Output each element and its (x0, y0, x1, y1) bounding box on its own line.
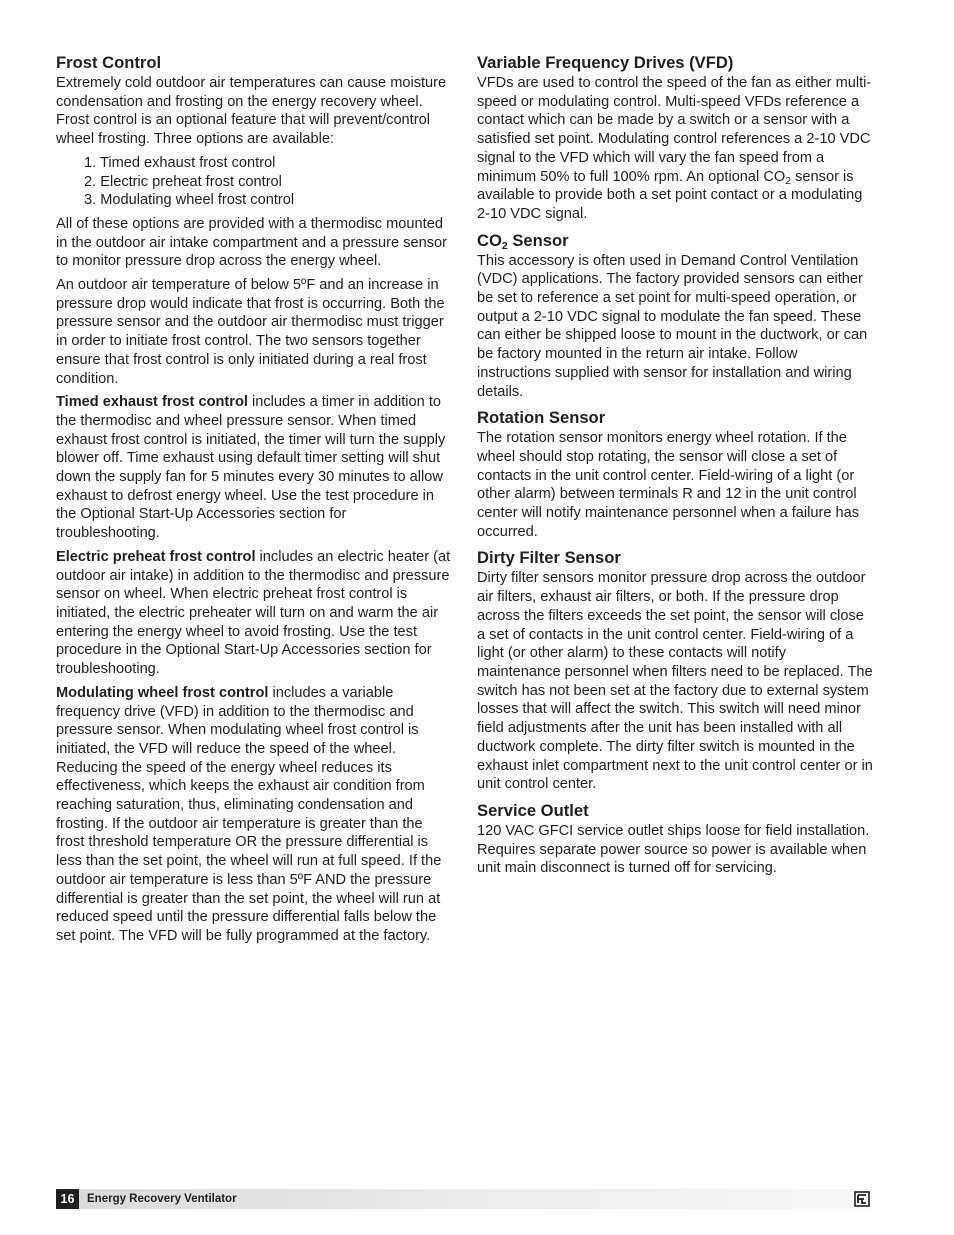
modulating-wheel-lead: Modulating wheel frost control (56, 684, 269, 701)
timed-exhaust-text: includes a timer in addition to the thermodisc and wheel pressure sensor. When timed exhaust frost control is initiated, the timer will turn the supply blower off. Time exhaust using default timer setting will shut down the supply fan for 5 minutes every 30 minutes to allow exhaust to defrost energy wheel. Use the test procedure in the Optional Start-Up Accessories section for troubleshooting. (56, 394, 446, 542)
vfd-text-a: VFDs are used to control the speed of the fan as either multi-speed or modulating control. Multi-speed VFDs reference a contact which can be made by a switch or a sensor with a satisfied set point. Modulating control references a 2-10 VDC signal to the VFD which will vary the fan speed from a minimum 50% to full 100% rpm. An optional CO (477, 75, 872, 185)
outdoor-temp-paragraph: An outdoor air temperature of below 5ºF and an increase in pressure drop would indicate that frost is occurring. Both the pressure sensor and the outdoor air thermodisc must trigger in order to initiate frost control. The two sensors together ensure that frost control is only initiated during a real frost condition. (56, 277, 445, 387)
right-column (477, 52, 873, 883)
frost-option-1: 1. Timed exhaust frost control (84, 154, 276, 171)
vfd-co2-subscript: 2 (785, 174, 792, 187)
electric-preheat-lead: Electric preheat frost control (56, 548, 256, 565)
left-column (56, 52, 452, 951)
vfd-heading: Variable Frequency Drives (VFD) (477, 53, 734, 72)
modulating-wheel-paragraph (56, 684, 452, 946)
co2-sensor-heading (477, 230, 873, 251)
frost-option-2: 2. Electric preheat frost control (84, 173, 282, 190)
page-number: 16 (56, 1189, 79, 1209)
frost-control-intro: Extremely cold outdoor air temperatures can cause moisture condensation and frosting on the energy recovery wheel. Frost control is an optional feature that will prevent/control wheel frosting. Three options are available: (56, 75, 447, 148)
timed-exhaust-lead: Timed exhaust frost control (56, 394, 248, 411)
rotation-sensor-heading: Rotation Sensor (477, 408, 606, 428)
frost-options-list (56, 154, 452, 210)
frost-option-3: 3. Modulating wheel frost control (84, 192, 295, 209)
co2-sensor-paragraph: This accessory is often used in Demand Control Ventilation (VDC) applications. The factory provided sensors can either be set to reference a set point for multi-speed operation, or output a 2-10 VDC signal to modulate the fan speed. These can either be shipped loose to mount in the ductwork, or can be factory mounted in the return air intake. Follow instructions supplied with sensor for installation and wiring details. (477, 252, 868, 400)
rotation-sensor-paragraph: The rotation sensor monitors energy wheel rotation. If the wheel should stop rotating, the sensor will close a set of contacts in the unit control center. Field-wiring of a light (or other alarm) between terminals R and 12 in the unit control center will notify maintenance personnel when a failure has occurred. (477, 430, 860, 540)
service-outlet-paragraph: 120 VAC GFCI service outlet ships loose for field installation. Requires separate power source so power is available when unit main disconnect is turned off for servicing. (477, 822, 870, 877)
brand-logo-icon (854, 1191, 870, 1207)
thermodisc-paragraph: All of these options are provided with a thermodisc mounted in the outdoor air intake compartment and a pressure sensor to monitor pressure drop across the energy wheel. (56, 215, 448, 270)
service-outlet-heading: Service Outlet (477, 800, 589, 820)
dirty-filter-heading: Dirty Filter Sensor (477, 548, 621, 568)
electric-preheat-paragraph (56, 548, 452, 679)
footer-title: Energy Recovery Ventilator (87, 1193, 237, 1205)
vfd-text-b: sensor is available to provide both a set point contact or a modulating 2-10 VDC signal. (477, 168, 863, 222)
page-footer (56, 1189, 872, 1209)
co2-heading-a: CO (477, 230, 502, 250)
dirty-filter-paragraph: Dirty filter sensors monitor pressure drop across the outdoor air filters, exhaust air filters, or both. If the pressure drop across the filters exceeds the set point, the sensor will close a set of contacts in the unit control center. Field-wiring of a light (or other alarm) to these contacts will notify maintenance personnel when filters need to be replaced. The switch has not been set at the factory due to external system losses that will affect the switch. This switch will need minor field adjustments after the unit has been installed with all ductwork complete. The dirty filter switch is mounted in the exhaust inlet compartment next to the unit control center or in unit control center. (477, 570, 873, 793)
modulating-wheel-text: includes a variable frequency drive (VFD) in addition to the thermodisc and pressure sensor. When modulating wheel frost control is initiated, the VFD will reduce the speed of the wheel. Reducing the speed of the energy wheel reduces its effectiveness, which keeps the exhaust air condition from reaching saturation, thus, eliminating condensation and frosting. If the outdoor air temperature is greater than the frost threshold temperature OR the pressure differential is less than the set point, the wheel will run at full speed. If the outdoor air temperature is less than 5ºF AND the pressure differential is greater than the set point, the wheel will run at reduced speed until the pressure differential falls below the set point. The VFD will be fully programmed at the factory. (56, 684, 442, 944)
co2-heading-subscript: 2 (501, 239, 508, 252)
vfd-paragraph (477, 74, 873, 224)
co2-heading-b: Sensor (507, 230, 569, 250)
electric-preheat-text: includes an electric heater (at outdoor air intake) in addition to the thermodisc and pressure sensor on wheel. When electric preheat frost control is initiated, the electric preheater will turn on and warm the air entering the energy wheel to avoid frosting. Use the test procedure in the Optional Start-Up Accessories section for troubleshooting. (56, 548, 451, 678)
timed-exhaust-paragraph (56, 393, 452, 543)
frost-control-heading: Frost Control (56, 53, 162, 72)
